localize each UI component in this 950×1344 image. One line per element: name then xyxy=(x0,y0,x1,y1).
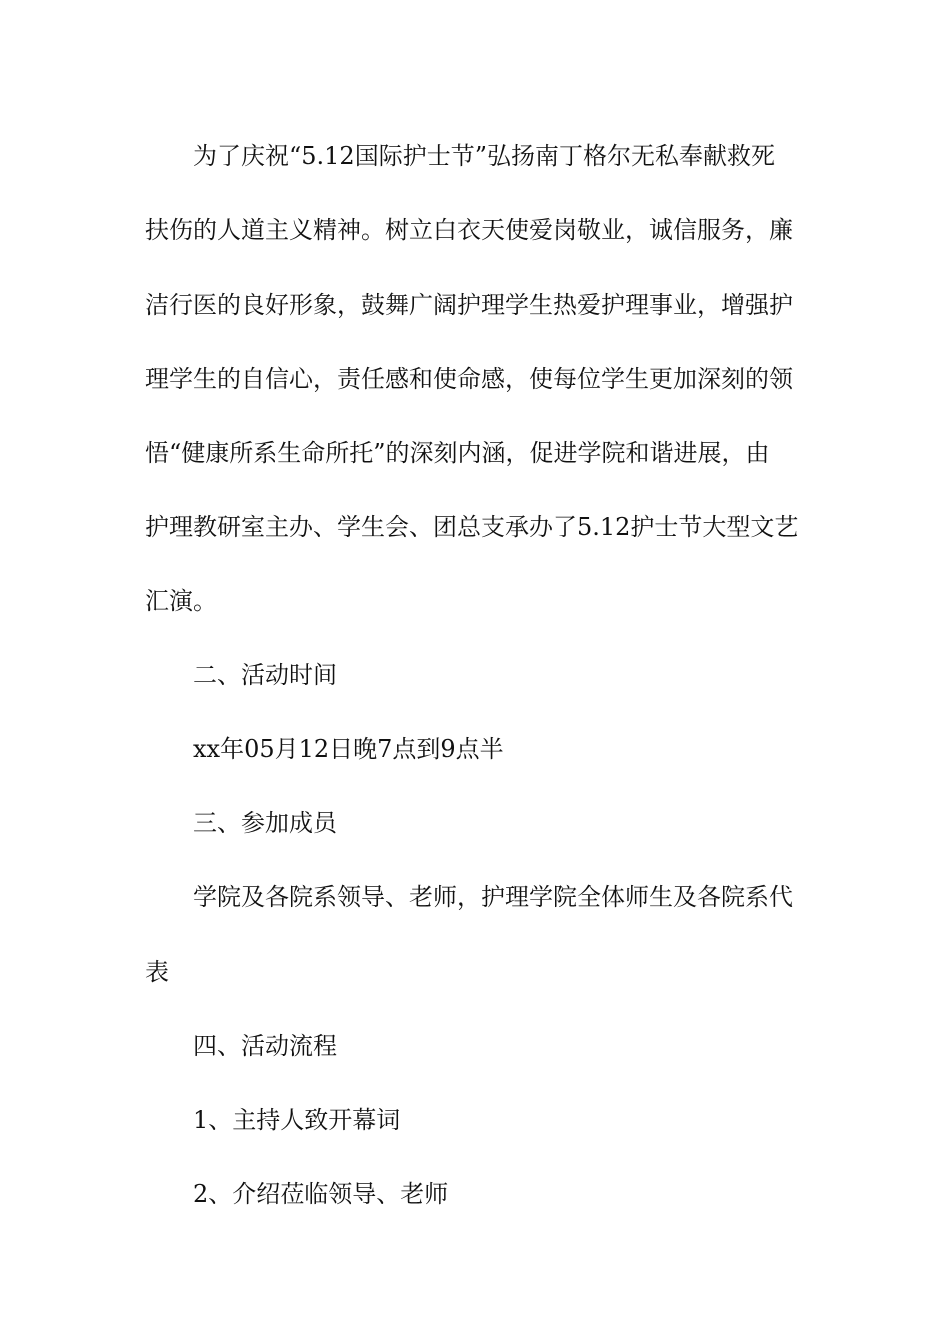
paragraph-line: 汇演。 xyxy=(145,587,217,615)
section-heading-activity-time: 二、活动时间 xyxy=(193,661,337,689)
section-heading-participants: 三、参加成员 xyxy=(193,809,337,837)
section-heading-activity-flow: 四、活动流程 xyxy=(193,1032,337,1060)
flow-item: 1、主持人致开幕词 xyxy=(193,1106,401,1134)
paragraph-line: 洁行医的良好形象，鼓舞广阔护理学生热爱护理事业，增强护 xyxy=(145,291,793,319)
paragraph-line: 护理教研室主办、学生会、团总支承办了5.12护士节大型文艺 xyxy=(145,513,799,541)
paragraph-line: 理学生的自信心，责任感和使命感，使每位学生更加深刻的领 xyxy=(145,365,793,393)
activity-time-text: xx年05月12日晚7点到9点半 xyxy=(193,735,504,763)
paragraph-line: 扶伤的人道主义精神。树立白衣天使爱岗敬业，诚信服务，廉 xyxy=(145,216,793,244)
participants-line: 学院及各院系领导、老师，护理学院全体师生及各院系代 xyxy=(193,883,793,911)
participants-line: 表 xyxy=(145,958,169,986)
paragraph-line: 悟“健康所系生命所托”的深刻内涵，促进学院和谐进展，由 xyxy=(145,439,770,467)
paragraph-line: 为了庆祝“5.12国际护士节”弘扬南丁格尔无私奉献救死 xyxy=(193,142,775,170)
flow-item: 2、介绍莅临领导、老师 xyxy=(193,1180,449,1208)
